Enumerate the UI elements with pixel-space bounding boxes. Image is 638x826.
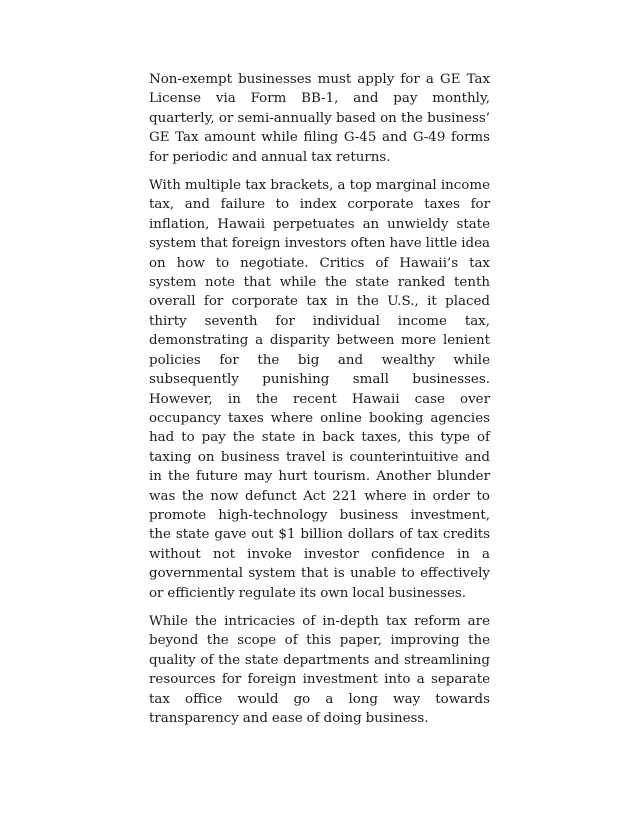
paragraph-ge-tax-license: Non-exempt businesses must apply for a GE Tax License via Form BB-1, and pay monthly, quarterly, or semi-annually based on the business’ GE Tax amount while filing G-45 and G-49 forms for periodic and annual tax returns. <box>149 72 490 165</box>
body-text <box>149 70 490 737</box>
paragraph-tax-reform: While the intricacies of in-depth tax reform are beyond the scope of this paper, improving the quality of the state departments and streamlining resources for foreign investment into a separate tax office would go a long way towards transparency and ease of doing business. <box>149 613 490 726</box>
paragraph-hawaii-tax-system: With multiple tax brackets, a top marginal income tax, and failure to index corporate taxes for inflation, Hawaii perpetuates an unwieldy state system that foreign investors often have little idea on how to negotiate. Critics of Hawaii’s tax system note that while the state ranked tenth overall for corporate tax in the U.S., it placed thirty seventh for individual income tax, demonstrating a disparity between more lenient policies for the big and wealthy while subsequently punishing small businesses. However, in the recent Hawaii case over occupancy taxes where online booking agencies had to pay the state in back taxes, this type of taxing on business travel is counterintuitive and in the future may hurt tourism. Another blunder was the now defunct Act 221 where in order to promote high-technology business investment, the state gave out $1 billion dollars of tax credits without not invoke investor confidence in a governmental system that is unable to effectively or efficiently regulate its own local businesses. <box>149 178 490 601</box>
